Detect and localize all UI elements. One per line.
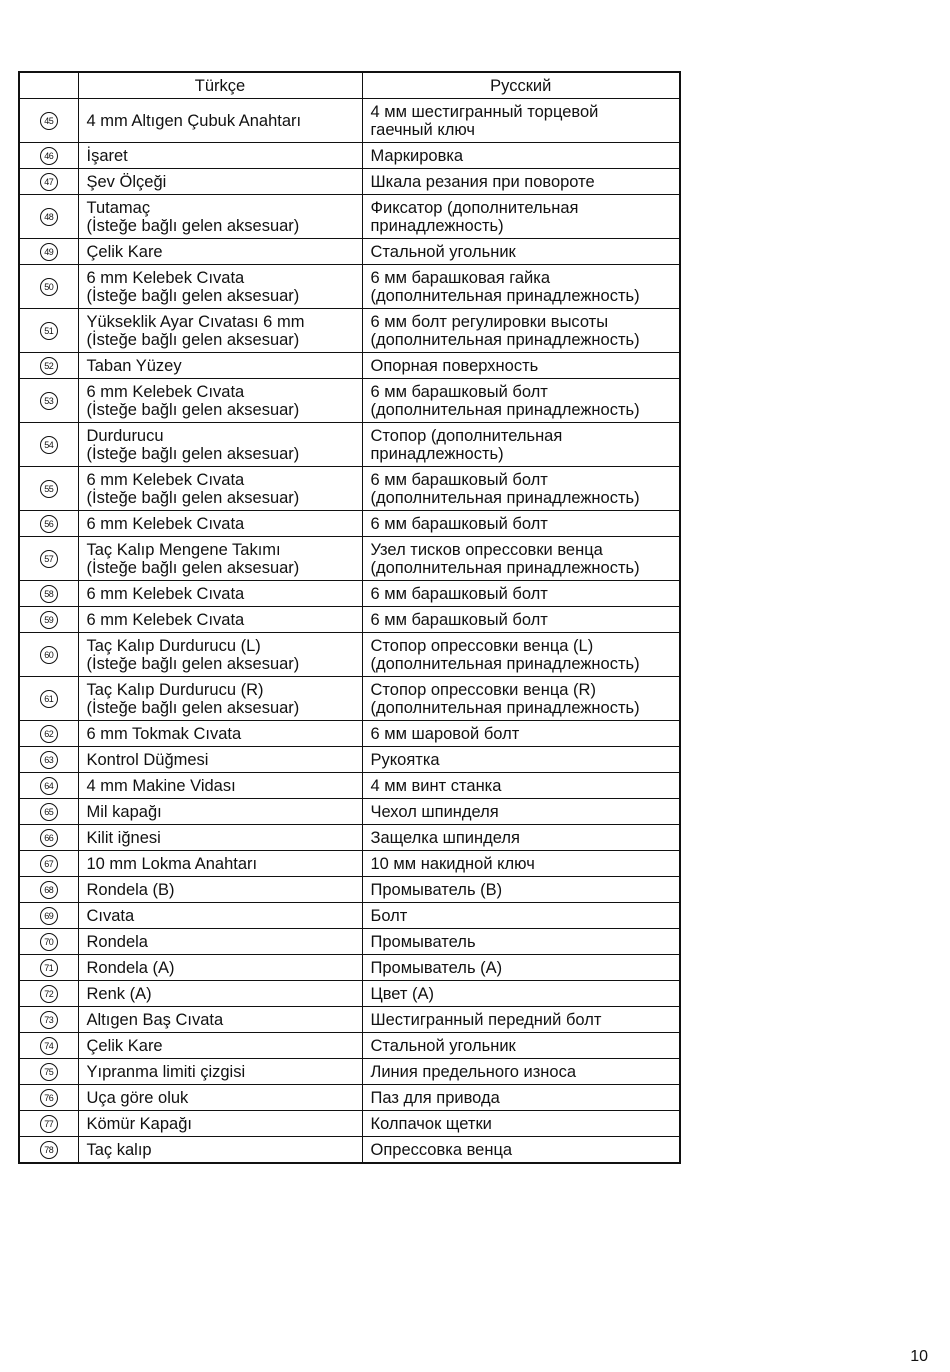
- header-russian: Русский: [362, 72, 680, 99]
- turkish-text: 4 mm Makine Vidası: [86, 776, 236, 795]
- circled-number: 77: [40, 1115, 58, 1133]
- circled-number: 62: [40, 725, 58, 743]
- russian-text: 4 мм винт станка: [370, 776, 502, 795]
- russian-text: (дополнительная принадлежность): [370, 558, 640, 577]
- russian-text: Опрессовка венца: [370, 1140, 513, 1159]
- part-number-cell: [19, 195, 78, 239]
- circled-number: 49: [40, 243, 58, 261]
- turkish-cell: [78, 239, 362, 265]
- russian-text: Колпачок щетки: [370, 1114, 492, 1133]
- turkish-text: (İsteğe bağlı gelen aksesuar): [86, 330, 300, 349]
- table-row: [19, 195, 680, 239]
- russian-text: Стальной угольник: [370, 1036, 516, 1055]
- russian-text: 6 мм барашковый болт: [370, 514, 548, 533]
- table-row: [19, 1033, 680, 1059]
- table-row: [19, 379, 680, 423]
- circled-number: 56: [40, 515, 58, 533]
- russian-cell: [362, 195, 680, 239]
- turkish-text: 10 mm Lokma Anahtarı: [86, 854, 258, 873]
- russian-cell: [362, 511, 680, 537]
- russian-cell: [362, 379, 680, 423]
- russian-text: Стопор (дополнительная: [370, 426, 563, 445]
- circled-number: 68: [40, 881, 58, 899]
- russian-cell: [362, 537, 680, 581]
- russian-text: Паз для привода: [370, 1088, 500, 1107]
- turkish-text: Taban Yüzey: [86, 356, 182, 375]
- turkish-text: Taç Kalıp Mengene Takımı: [86, 540, 281, 559]
- page-number: 10: [910, 1348, 928, 1365]
- russian-text: Цвет (A): [370, 984, 435, 1003]
- turkish-text: (İsteğe bağlı gelen aksesuar): [86, 488, 300, 507]
- russian-text: (дополнительная принадлежность): [370, 488, 640, 507]
- part-number-cell: [19, 929, 78, 955]
- table-row: [19, 1007, 680, 1033]
- turkish-text: Altıgen Baş Cıvata: [86, 1010, 224, 1029]
- russian-text: Болт: [370, 906, 408, 925]
- table-row: [19, 1111, 680, 1137]
- turkish-cell: [78, 1137, 362, 1164]
- turkish-text: Durdurucu: [86, 426, 164, 445]
- circled-number: 66: [40, 829, 58, 847]
- turkish-text: 6 mm Kelebek Cıvata: [86, 268, 245, 287]
- circled-number: 73: [40, 1011, 58, 1029]
- part-number-cell: [19, 239, 78, 265]
- turkish-cell: [78, 581, 362, 607]
- table-row: [19, 903, 680, 929]
- russian-cell: [362, 265, 680, 309]
- turkish-cell: [78, 309, 362, 353]
- turkish-text: 6 mm Kelebek Cıvata: [86, 470, 245, 489]
- circled-number: 55: [40, 480, 58, 498]
- russian-text: Маркировка: [370, 146, 464, 165]
- part-number-cell: [19, 353, 78, 379]
- part-number-cell: [19, 1007, 78, 1033]
- table-row: [19, 1085, 680, 1111]
- turkish-text: Çelik Kare: [86, 1036, 163, 1055]
- russian-cell: [362, 825, 680, 851]
- turkish-text: Cıvata: [86, 906, 135, 925]
- part-number-cell: [19, 423, 78, 467]
- turkish-cell: [78, 825, 362, 851]
- circled-number: 69: [40, 907, 58, 925]
- turkish-text: 6 mm Kelebek Cıvata: [86, 610, 245, 629]
- turkish-text: İşaret: [86, 146, 128, 165]
- part-number-cell: [19, 143, 78, 169]
- table-row: [19, 467, 680, 511]
- table-row: [19, 851, 680, 877]
- russian-text: Защелка шпинделя: [370, 828, 520, 847]
- russian-text: 6 мм барашковый болт: [370, 610, 548, 629]
- part-number-cell: [19, 773, 78, 799]
- turkish-text: Rondela (B): [86, 880, 175, 899]
- part-number-cell: [19, 981, 78, 1007]
- part-number-cell: [19, 511, 78, 537]
- table-row: [19, 981, 680, 1007]
- table-row: [19, 99, 680, 143]
- table-row: [19, 877, 680, 903]
- table-row: [19, 537, 680, 581]
- turkish-text: (İsteğe bağlı gelen aksesuar): [86, 216, 300, 235]
- turkish-text: Şev Ölçeği: [86, 172, 167, 191]
- russian-text: Промыватель: [370, 932, 476, 951]
- part-number-cell: [19, 903, 78, 929]
- turkish-text: Rondela (A): [86, 958, 175, 977]
- turkish-text: Yıpranma limiti çizgisi: [86, 1062, 246, 1081]
- russian-cell: [362, 1137, 680, 1164]
- circled-number: 78: [40, 1141, 58, 1159]
- russian-cell: [362, 607, 680, 633]
- turkish-cell: [78, 851, 362, 877]
- turkish-cell: [78, 677, 362, 721]
- table-row: [19, 929, 680, 955]
- turkish-cell: [78, 1007, 362, 1033]
- parts-list-table: [18, 71, 681, 1164]
- russian-text: гаечный ключ: [370, 120, 475, 139]
- circled-number: 61: [40, 690, 58, 708]
- part-number-cell: [19, 877, 78, 903]
- russian-text: 4 мм шестигранный торцевой: [370, 102, 599, 121]
- turkish-cell: [78, 981, 362, 1007]
- turkish-text: (İsteğe bağlı gelen aksesuar): [86, 558, 300, 577]
- turkish-cell: [78, 747, 362, 773]
- table-row: [19, 825, 680, 851]
- russian-text: 6 мм барашковый болт: [370, 382, 548, 401]
- turkish-cell: [78, 379, 362, 423]
- turkish-text: Rondela: [86, 932, 148, 951]
- russian-cell: [362, 1007, 680, 1033]
- russian-cell: [362, 423, 680, 467]
- part-number-cell: [19, 1111, 78, 1137]
- circled-number: 58: [40, 585, 58, 603]
- table-row: [19, 721, 680, 747]
- circled-number: 53: [40, 392, 58, 410]
- russian-text: 6 мм шаровой болт: [370, 724, 520, 743]
- circled-number: 45: [40, 112, 58, 130]
- table-row: [19, 143, 680, 169]
- turkish-text: 4 mm Altıgen Çubuk Anahtarı: [86, 111, 302, 130]
- table-row: [19, 633, 680, 677]
- turkish-text: Uça göre oluk: [86, 1088, 189, 1107]
- part-number-cell: [19, 747, 78, 773]
- header-turkish: Türkçe: [78, 72, 362, 99]
- turkish-cell: [78, 877, 362, 903]
- russian-text: принадлежность): [370, 216, 504, 235]
- circled-number: 54: [40, 436, 58, 454]
- table-row: [19, 1059, 680, 1085]
- circled-number: 76: [40, 1089, 58, 1107]
- russian-text: 10 мм накидной ключ: [370, 854, 535, 873]
- part-number-cell: [19, 537, 78, 581]
- part-number-cell: [19, 1137, 78, 1164]
- turkish-cell: [78, 955, 362, 981]
- part-number-cell: [19, 799, 78, 825]
- russian-cell: [362, 1059, 680, 1085]
- part-number-cell: [19, 851, 78, 877]
- russian-cell: [362, 799, 680, 825]
- russian-text: (дополнительная принадлежность): [370, 654, 640, 673]
- russian-text: Стопор опрессовки венца (L): [370, 636, 594, 655]
- circled-number: 75: [40, 1063, 58, 1081]
- table-row: [19, 607, 680, 633]
- russian-cell: [362, 677, 680, 721]
- turkish-text: (İsteğe bağlı gelen aksesuar): [86, 286, 300, 305]
- turkish-cell: [78, 1085, 362, 1111]
- part-number-cell: [19, 309, 78, 353]
- turkish-cell: [78, 353, 362, 379]
- turkish-text: (İsteğe bağlı gelen aksesuar): [86, 654, 300, 673]
- russian-text: Фиксатор (дополнительная: [370, 198, 579, 217]
- circled-number: 67: [40, 855, 58, 873]
- russian-text: Опорная поверхность: [370, 356, 539, 375]
- russian-cell: [362, 143, 680, 169]
- turkish-text: Mil kapağı: [86, 802, 162, 821]
- turkish-cell: [78, 169, 362, 195]
- turkish-text: Çelik Kare: [86, 242, 163, 261]
- russian-cell: [362, 929, 680, 955]
- russian-text: Шкала резания при повороте: [370, 172, 595, 191]
- table-row: [19, 799, 680, 825]
- russian-cell: [362, 581, 680, 607]
- table-row: [19, 239, 680, 265]
- part-number-cell: [19, 581, 78, 607]
- turkish-cell: [78, 903, 362, 929]
- part-number-cell: [19, 721, 78, 747]
- turkish-text: 6 mm Kelebek Cıvata: [86, 382, 245, 401]
- part-number-cell: [19, 633, 78, 677]
- table-row: [19, 169, 680, 195]
- russian-text: Промыватель (A): [370, 958, 503, 977]
- turkish-text: (İsteğe bağlı gelen aksesuar): [86, 444, 300, 463]
- part-number-cell: [19, 1085, 78, 1111]
- russian-cell: [362, 903, 680, 929]
- circled-number: 71: [40, 959, 58, 977]
- table-row: [19, 677, 680, 721]
- turkish-text: Taç Kalıp Durdurucu (L): [86, 636, 261, 655]
- turkish-text: Tutamaç: [86, 198, 151, 217]
- turkish-cell: [78, 799, 362, 825]
- circled-number: 74: [40, 1037, 58, 1055]
- russian-cell: [362, 1033, 680, 1059]
- part-number-cell: [19, 677, 78, 721]
- circled-number: 63: [40, 751, 58, 769]
- turkish-text: Yükseklik Ayar Cıvatası 6 mm: [86, 312, 305, 331]
- turkish-text: Taç Kalıp Durdurucu (R): [86, 680, 264, 699]
- russian-text: Стальной угольник: [370, 242, 516, 261]
- turkish-cell: [78, 265, 362, 309]
- turkish-text: Kilit iğnesi: [86, 828, 161, 847]
- circled-number: 46: [40, 147, 58, 165]
- turkish-cell: [78, 1111, 362, 1137]
- turkish-text: Renk (A): [86, 984, 152, 1003]
- russian-text: (дополнительная принадлежность): [370, 286, 640, 305]
- russian-text: Чехол шпинделя: [370, 802, 499, 821]
- circled-number: 59: [40, 611, 58, 629]
- russian-text: 6 мм барашковая гайка: [370, 268, 551, 287]
- circled-number: 57: [40, 550, 58, 568]
- russian-text: Узел тисков опрессовки венца: [370, 540, 603, 559]
- turkish-cell: [78, 99, 362, 143]
- russian-text: принадлежность): [370, 444, 504, 463]
- turkish-cell: [78, 143, 362, 169]
- table-row: [19, 265, 680, 309]
- header-number: [19, 72, 78, 99]
- part-number-cell: [19, 467, 78, 511]
- circled-number: 72: [40, 985, 58, 1003]
- turkish-cell: [78, 467, 362, 511]
- turkish-cell: [78, 607, 362, 633]
- turkish-text: 6 mm Kelebek Cıvata: [86, 514, 245, 533]
- russian-cell: [362, 309, 680, 353]
- turkish-text: (İsteğe bağlı gelen aksesuar): [86, 400, 300, 419]
- russian-text: (дополнительная принадлежность): [370, 400, 640, 419]
- russian-text: Шестигранный передний болт: [370, 1010, 602, 1029]
- russian-cell: [362, 981, 680, 1007]
- table-row: [19, 747, 680, 773]
- table-header-row: [19, 72, 680, 99]
- russian-cell: [362, 721, 680, 747]
- part-number-cell: [19, 1059, 78, 1085]
- turkish-text: Taç kalıp: [86, 1140, 152, 1159]
- table-row: [19, 773, 680, 799]
- table-body: [19, 99, 680, 1164]
- table-row: [19, 423, 680, 467]
- part-number-cell: [19, 169, 78, 195]
- circled-number: 52: [40, 357, 58, 375]
- turkish-cell: [78, 1059, 362, 1085]
- turkish-text: 6 mm Tokmak Cıvata: [86, 724, 242, 743]
- russian-cell: [362, 877, 680, 903]
- circled-number: 47: [40, 173, 58, 191]
- russian-cell: [362, 353, 680, 379]
- russian-text: 6 мм болт регулировки высоты: [370, 312, 609, 331]
- russian-cell: [362, 239, 680, 265]
- table-row: [19, 581, 680, 607]
- turkish-cell: [78, 537, 362, 581]
- turkish-cell: [78, 423, 362, 467]
- turkish-text: Kontrol Düğmesi: [86, 750, 209, 769]
- russian-text: Промыватель (B): [370, 880, 503, 899]
- circled-number: 64: [40, 777, 58, 795]
- circled-number: 60: [40, 646, 58, 664]
- russian-text: Линия предельного износа: [370, 1062, 577, 1081]
- russian-text: (дополнительная принадлежность): [370, 330, 640, 349]
- table-row: [19, 309, 680, 353]
- part-number-cell: [19, 99, 78, 143]
- russian-text: Рукоятка: [370, 750, 440, 769]
- turkish-cell: [78, 929, 362, 955]
- turkish-cell: [78, 773, 362, 799]
- part-number-cell: [19, 607, 78, 633]
- turkish-cell: [78, 511, 362, 537]
- part-number-cell: [19, 955, 78, 981]
- circled-number: 70: [40, 933, 58, 951]
- russian-cell: [362, 467, 680, 511]
- russian-cell: [362, 851, 680, 877]
- part-number-cell: [19, 379, 78, 423]
- table-row: [19, 511, 680, 537]
- russian-cell: [362, 99, 680, 143]
- russian-text: 6 мм барашковый болт: [370, 584, 548, 603]
- circled-number: 65: [40, 803, 58, 821]
- russian-cell: [362, 169, 680, 195]
- table-row: [19, 955, 680, 981]
- russian-text: (дополнительная принадлежность): [370, 698, 640, 717]
- circled-number: 48: [40, 208, 58, 226]
- circled-number: 51: [40, 322, 58, 340]
- russian-text: 6 мм барашковый болт: [370, 470, 548, 489]
- russian-cell: [362, 1111, 680, 1137]
- turkish-text: 6 mm Kelebek Cıvata: [86, 584, 245, 603]
- turkish-cell: [78, 721, 362, 747]
- turkish-text: (İsteğe bağlı gelen aksesuar): [86, 698, 300, 717]
- part-number-cell: [19, 1033, 78, 1059]
- turkish-cell: [78, 633, 362, 677]
- russian-cell: [362, 747, 680, 773]
- circled-number: 50: [40, 278, 58, 296]
- russian-cell: [362, 955, 680, 981]
- turkish-cell: [78, 195, 362, 239]
- turkish-cell: [78, 1033, 362, 1059]
- russian-cell: [362, 773, 680, 799]
- part-number-cell: [19, 265, 78, 309]
- russian-cell: [362, 633, 680, 677]
- part-number-cell: [19, 825, 78, 851]
- russian-text: Стопор опрессовки венца (R): [370, 680, 596, 699]
- table-row: [19, 353, 680, 379]
- russian-cell: [362, 1085, 680, 1111]
- table-row: [19, 1137, 680, 1164]
- turkish-text: Kömür Kapağı: [86, 1114, 192, 1133]
